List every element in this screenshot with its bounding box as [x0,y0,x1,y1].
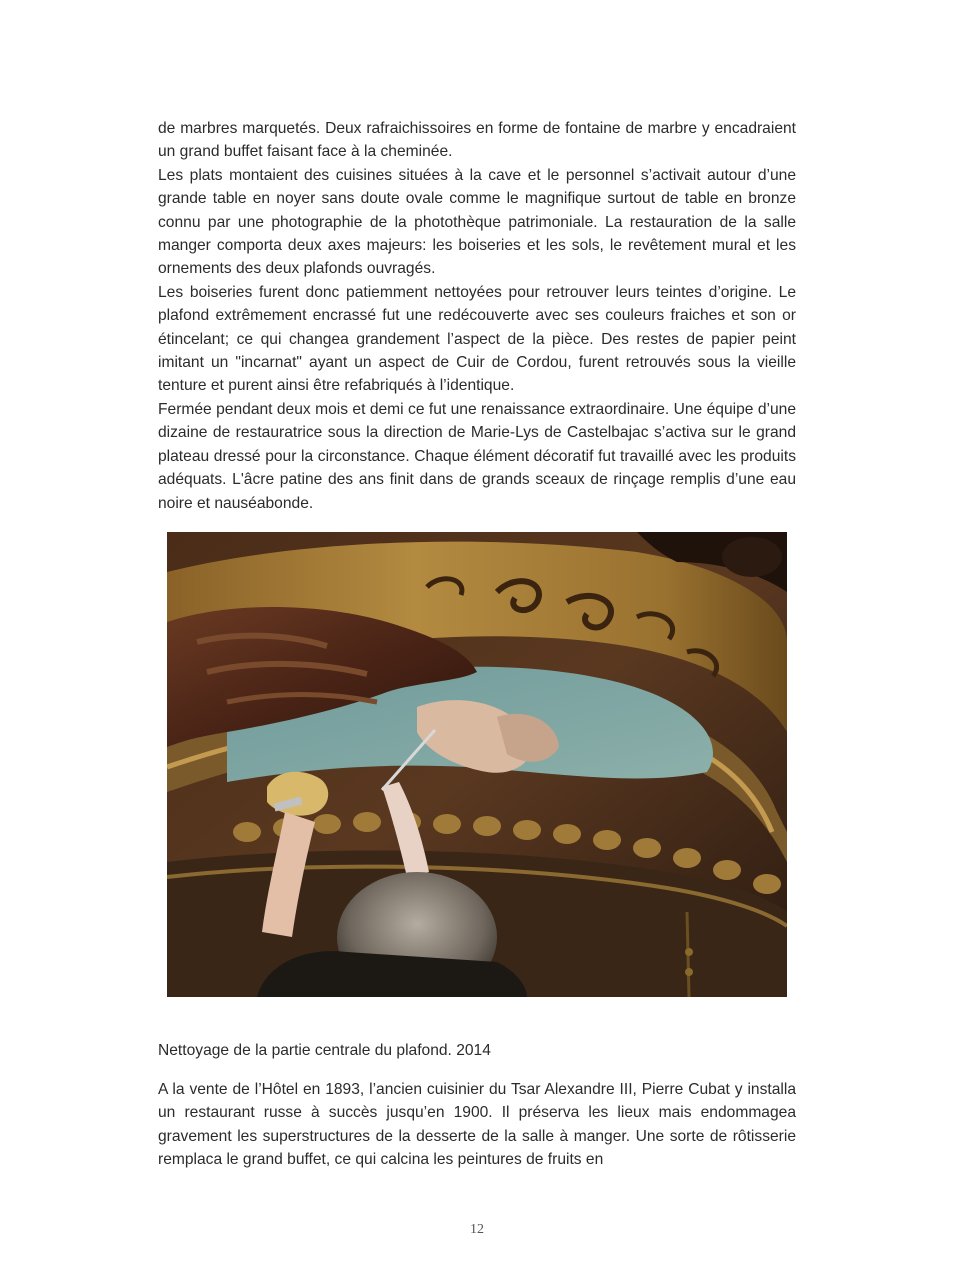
paragraph: Fermée pendant deux mois et demi ce fut une renaissance extraordinaire. Une équipe d’une dizaine de restauratrice sous la direction de Marie-Lys de Castelbajac s’activa sur le grand plateau dressé pour la circonstance. Chaque élément décoratif fut travaillé avec les produits adéquats. L'âcre patine des ans finit dans de grands sceaux de rinçage remplis d’une eau noire et nauséabonde. [158,400,796,512]
body-text-top [158,117,796,515]
ceiling-restoration-photo [167,532,787,997]
figure-caption: Nettoyage de la partie centrale du plafond. 2014 [158,1042,491,1059]
paragraph: de marbres marquetés. Deux rafraichissoires en forme de fontaine de marbre y encadraient un grand buffet faisant face à la cheminée. [158,120,796,161]
paragraph: Les plats montaient des cuisines situées à la cave et le personnel s’activait autour d’une grande table en noyer sans doute ovale comme le magnifique surtout de table en bronze connu par une photographie de la photothèque patrimoniale. La restauration de la salle manger comporta deux axes majeurs: les boiseries et les sols, le revêtement mural et les ornements des deux plafonds ouvragés. [158,166,796,278]
paragraph: Les boiseries furent donc patiemment nettoyées pour retrouver leurs teintes d’origine. Le plafond extrêmement encrassé fut une redécouverte avec ses couleurs fraiches et son or étincelant; ce qui changea grandement l’aspect de la pièce. Des restes de papier peint imitant un "incarnat" ayant un aspect de Cuir de Cordou, furent retrouvés sous la vieille tenture et purent ainsi être refabriqués à l’identique. [158,283,796,395]
paragraph: A la vente de l’Hôtel en 1893, l’ancien cuisinier du Tsar Alexandre III, Pierre Cubat y installa un restaurant russe à succès jusqu’en 1900. Il préserva les lieux mais endommagea gravement les superstructures de la desserte de la salle à manger. Une sorte de rôtisserie remplaca le grand buffet, ce qui calcina les peintures de fruits en [158,1081,796,1169]
body-text-bottom [158,1078,796,1172]
page-number: 12 [470,1222,484,1237]
